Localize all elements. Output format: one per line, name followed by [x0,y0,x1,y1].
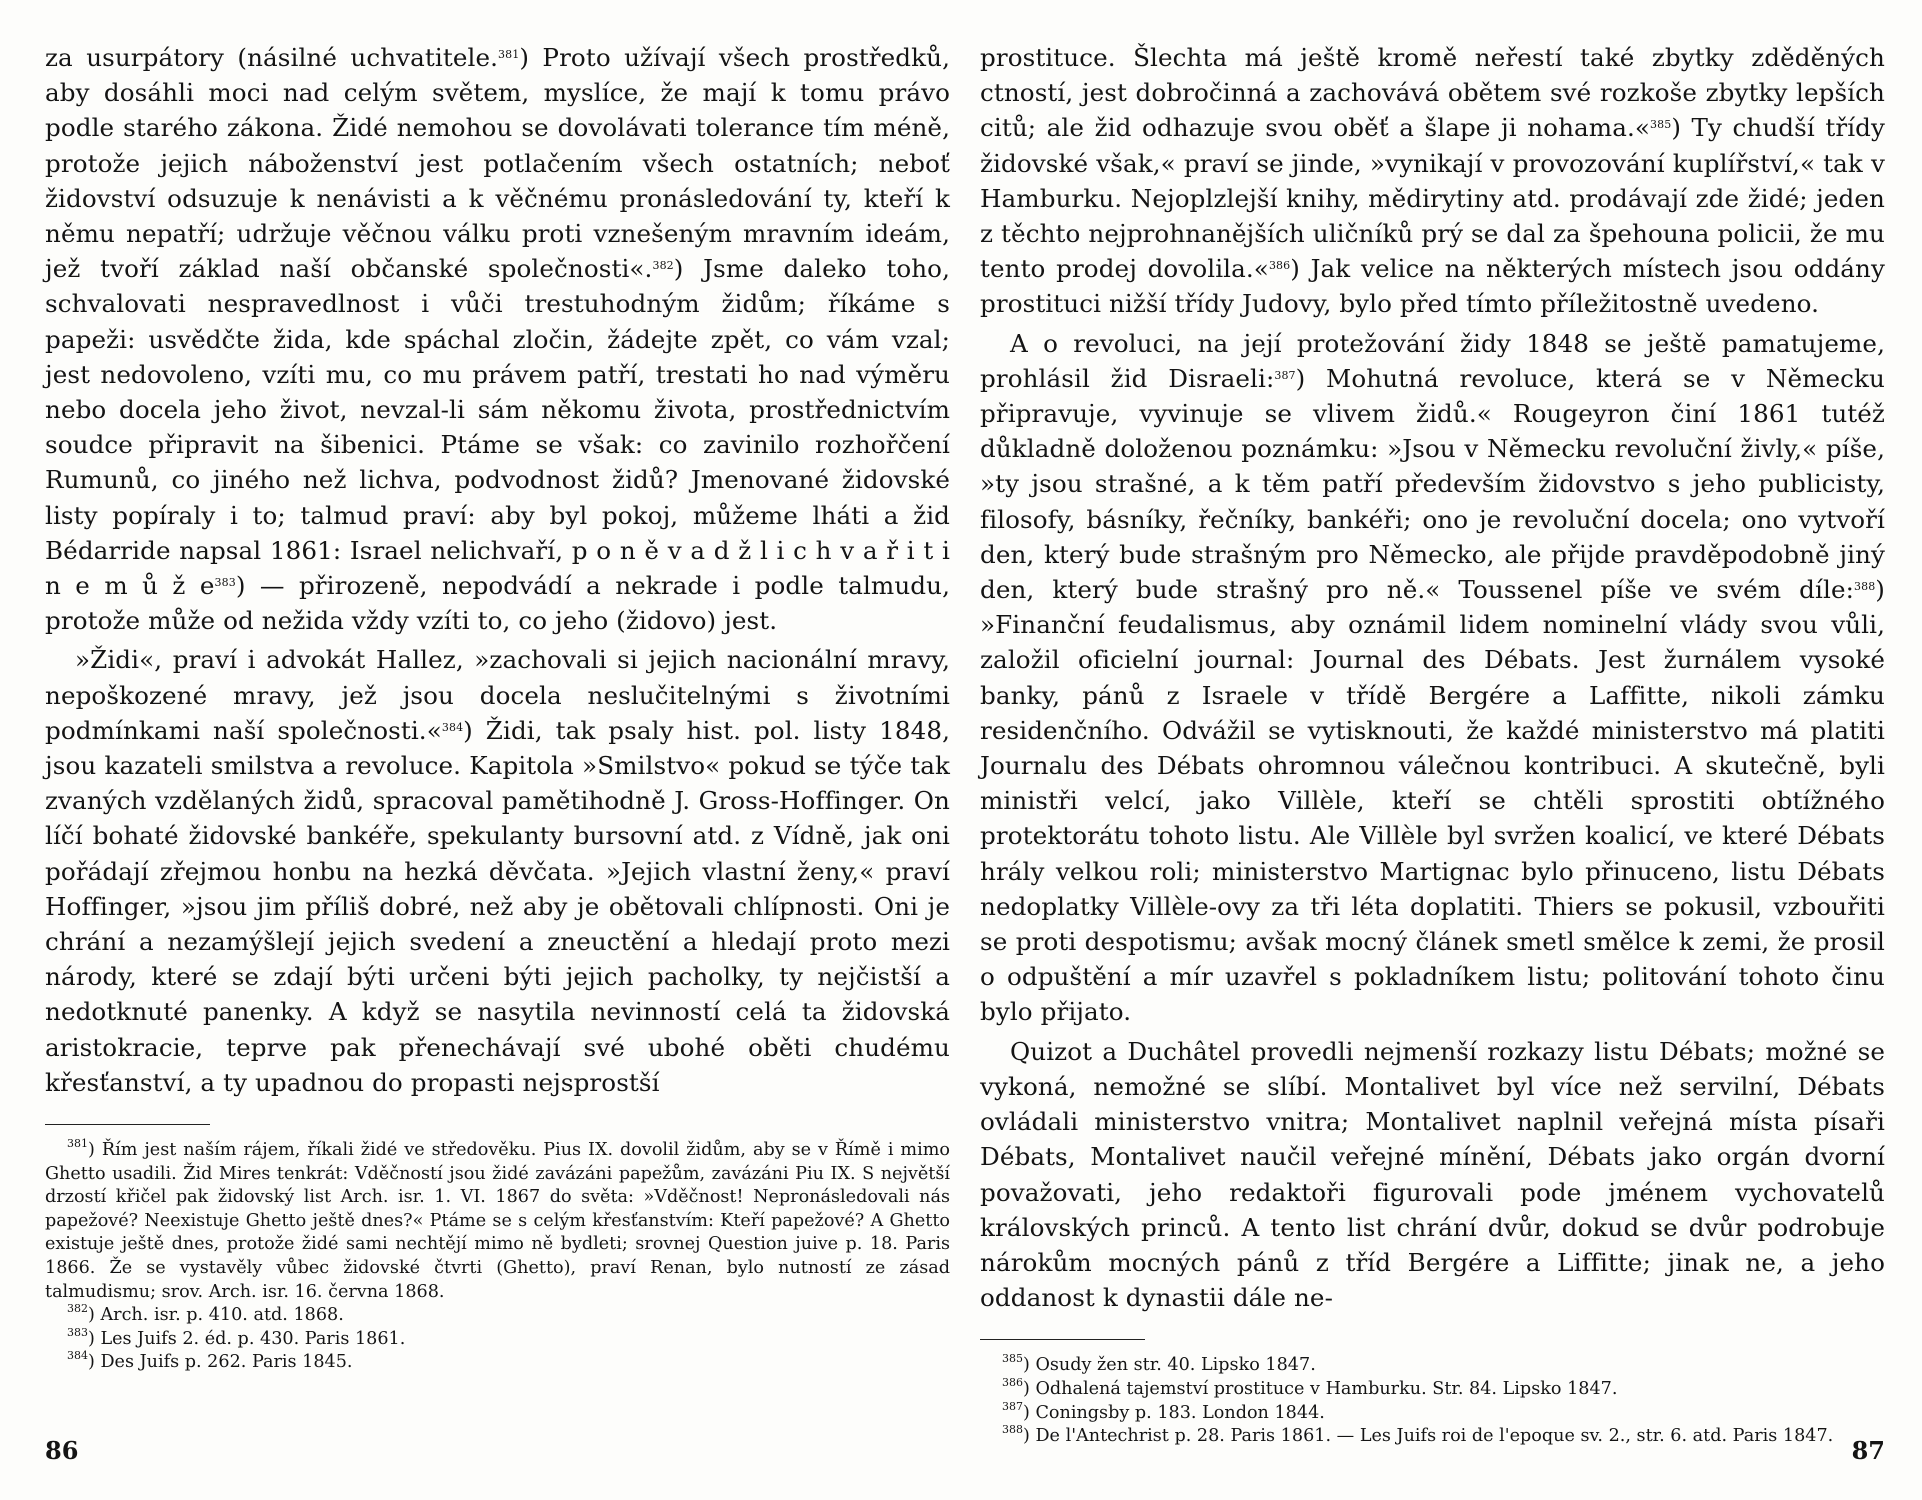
text-run: ) Jsme daleko toho, schvalovati nespravedlnost i vůči trestuhodným židům; říkáme s papeži: usvědčte žida, kde spáchal zločin, žádejte zpět, co vám vzal; jest nedovoleno, vzíti mu, co mu právem patří, trestati ho nad výměru nebo docela jeho život, nevzal-li sám někomu života, prostřednictvím soudce připravit na šibenici. Ptáme se však: co zavinilo rozhořčení Rumunů, co jiného než lichva, podvodnost židů? Jmenované židovské listy popíraly i to; talmud praví: aby byl pokoj, můžeme lháti a žid Bédarride napsal 1861: Israel nelichvaří, p o n ě v a d ž l i c h v a ř i t i n e m ů ž e [45,254,951,601]
paragraph [980,40,1885,322]
left-footnotes [45,1139,950,1375]
footnote [980,1425,1885,1449]
footnote-ref: 383 [214,576,236,590]
footnote-ref: 384 [441,720,464,734]
footnote-text: ) Osudy žen str. 40. Lipsko 1847. [1023,1355,1316,1376]
footnote [45,1351,950,1375]
footnote-ref: 387 [1274,368,1296,382]
footnote-divider [45,1124,210,1125]
footnote-text: ) Coningsby p. 183. London 1844. [1023,1402,1325,1423]
footnote-mark: 382 [67,1302,88,1316]
footnote-mark: 386 [1002,1375,1023,1389]
footnote-ref: 382 [652,259,674,273]
footnote-mark: 383 [67,1325,88,1339]
text-run: ) Jak velice na některých místech jsou oddány prostituci nižší třídy Judovy, bylo před tímto příležitostně uvedeno. [980,254,1885,319]
footnote-text: ) Arch. isr. p. 410. atd. 1868. [88,1305,344,1326]
text-run: prostituce. Šlechta má ještě kromě neřestí také zbytky zděděných ctností, jest dobročinná a zachovává obětem své rozkoše zbytky lepších citů; ale žid odhazuje svou oběť a šlape ji nohama.« [980,43,1885,143]
paragraph [980,1034,1885,1316]
footnote [980,1354,1885,1378]
page-number: 86 [45,1436,79,1465]
footnote-text: ) Les Juifs 2. éd. p. 430. Paris 1861. [88,1328,406,1349]
footnote-mark: 384 [67,1349,88,1363]
left-page [45,40,950,1485]
paragraph [45,40,950,638]
footnote-divider [980,1339,1145,1340]
footnote-ref: 388 [1854,580,1876,594]
paragraph [980,326,1885,1030]
footnote-ref: 381 [498,48,520,61]
footnote-mark: 381 [67,1137,88,1151]
page-number: 87 [1851,1436,1885,1465]
footnote-text: ) Des Juifs p. 262. Paris 1845. [88,1352,353,1373]
footnote-text: ) Odhalená tajemství prostituce v Hamburku. Str. 84. Lipsko 1847. [1023,1378,1618,1399]
footnote-text: ) Řím jest naším rájem, říkali židé ve středověku. Pius IX. dovolil židům, aby se v Římě i mimo Ghetto usadili. Žid Mires tenkrát: Vděčností jsou židé zavázáni papežům, zavázáni Piu IX. S největší drzostí křičel pak židovský list Arch. isr. 1. VI. 1867 do světa: »Vděčnost! Nepronásledovali nás papežové? Neexistuje Ghetto ještě dnes?« Ptáme se s celým křesťanstvím: Kteří papežové? A Ghetto existuje ještě dnes, protože židé sami nechtějí mimo ně bydleti; srovnej Question juive p. 18. Paris 1866. Že se vystavěly vůbec židovské čtvrti (Ghetto), praví Renan, bylo nutností ze zásad talmudismu; srov. Arch. isr. 16. června 1868. [45,1140,950,1302]
footnote [45,1325,950,1352]
text-run: ) Mohutná revoluce, která se v Německu připravuje, vyvinuje se vlivem židů.« Rougeyron činí 1861 tutéž důkladně doloženou poznámku: »Jsou v Německu revoluční živly,« píše, »ty jsou strašné, a k těm patří především židovstvo s jeho publicisty, filosofy, básníky, řečníky, bankéři; ono je revoluční docela; ono vytvoří den, který bude strašným pro Německo, ale přijde pravděpodobně jiný den, který bude strašný pro ně.« Toussenel píše ve svém díle: [980,363,1885,605]
paragraph [45,642,950,1100]
footnote [45,1139,950,1304]
footnote-text: ) De l'Antechrist p. 28. Paris 1861. — Les Juifs roi de l'epoque sv. 2., str. 6. atd. Paris 1847. [1023,1426,1834,1447]
text-run: Quizot a Duchâtel provedli nejmenší rozkazy listu Débats; možné se vykoná, nemožné se slíbí. Montalivet byl více než servilní, Débats ovládali ministerstvo vnitra; Montalivet naplnil veřejná místa písaři Débats, Montalivet naučil veřejné mínění, Débats jako orgán dvorní považovati, jeho redaktoři figurovali pode jménem vychovatelů královských princů. A tento list chrání dvůr, dokud se dvůr podrobuje nárokům mocných pánů z tříd Bergére a Liffitte; jinak ne, a jeho oddanost k dynastii dále ne- [980,1036,1885,1313]
text-run: »Židi«, praví i advokát Hallez, »zachovali si jejich nacionální mravy, nepoškozené mravy, jež jsou docela neslučitelnými s životními podmínkami naší společnosti.« [45,645,950,745]
footnote [45,1304,950,1328]
text-run: ) Ty chudší třídy židovské však,« praví se jinde, »vynikají v provozování kuplířství,« tak v Hamburku. Nejoplzlejší knihy, mědirytiny atd. prodávají zde židé; jeden z těchto nejprohnanějších uličníků prý se dal za špehouna policii, že mu tento prodej dovolila.« [980,113,1885,284]
footnote-mark: 388 [1002,1423,1023,1437]
text-run: ) Proto užívají všech prostředků, aby dosáhli moci nad celým světem, myslíce, že mají k tomu právo podle starého zákona. Židé nemohou se dovolávati tolerance tím méně, protože jejich náboženství jest potlačením všech ostatních; neboť židovství odsuzuje k nenávisti a k věčnému pronásledování ty, kteří k němu nepatří; udržuje věčnou válku proti vznešeným mravním ideám, jež tvoří základ naší občanské společnosti«. [45,43,950,284]
footnote-ref: 386 [1268,259,1291,273]
footnote [980,1375,1885,1402]
right-page [980,40,1885,1485]
text-run: ) — přirozeně, nepodvádí a nekrade i podle talmudu, protože může od nežida vždy vzíti to, co jeho (židovo) jest. [45,571,950,636]
footnote [980,1399,1885,1426]
footnote-ref: 385 [1650,118,1672,132]
left-body [45,40,950,1100]
text-run: ) Židi, tak psaly hist. pol. listy 1848, jsou kazateli smilstva a revoluce. Kapitola »Smilstvo« pokud se týče tak zvaných vzdělaných židů, spracoval pamětihodně J. Gross-Hoffinger. On líčí bohaté židovské bankéře, spekulanty bursovní atd. z Vídně, jak oni pořádají zřejmou honbu na hezká děvčata. »Jejich vlastní ženy,« praví Hoffinger, »jsou jim příliš dobré, než aby je obětovali chlípnosti. Oni je chrání a nezamýšlejí jejich svedení a zneuctění a hledají proto mezi národy, které se zdají býti určeni býti jejich pacholky, ty nejčistší a nedotknuté panenky. A když se nasytila nevinností celá ta židovská aristokracie, teprve pak přenechávají své ubohé oběti chudému křesťanství, a ty upadnou do propasti nejsprostší [45,715,950,1097]
footnote-mark: 385 [1002,1352,1023,1366]
text-run: A o revoluci, na její protežování židy 1848 se ještě pamatujeme, prohlásil žid Disraeli: [980,328,1885,393]
right-footnotes [980,1354,1885,1448]
right-body [980,40,1885,1315]
text-run: za usurpátory (násilné uchvatitele. [45,43,499,72]
footnote-mark: 387 [1002,1399,1023,1413]
text-run: ) »Finanční feudalismus, aby oznámil lidem nominelní vlády svou vůli, založil oficielní journal: Journal des Débats. Jest žurnálem vysoké banky, pánů z Israele v třídě Bergére a Laffitte, nikoli zámku residenčního. Odvážil se vytisknouti, že každé ministerstvo má platiti Journalu des Débats ohromnou válečnou kontribuci. A skutečně, byli ministři velcí, jako Villèle, kteří se chtěli sprostiti obtížného protektorátu tohoto listu. Ale Villèle byl svržen koalicí, ve které Débats hrály velkou roli; ministerstvo Martignac bylo přinuceno, listu Débats nedoplatky Villèle-ovy za tři léta doplatiti. Thiers se pokusil, vzbouřiti se proti despotismu; avšak mocný článek smetl smělce k zemi, že prosil o odpuštění a mír uzavřel s pokladníkem listu; politování tohoto činu bylo přijato. [980,575,1885,1027]
